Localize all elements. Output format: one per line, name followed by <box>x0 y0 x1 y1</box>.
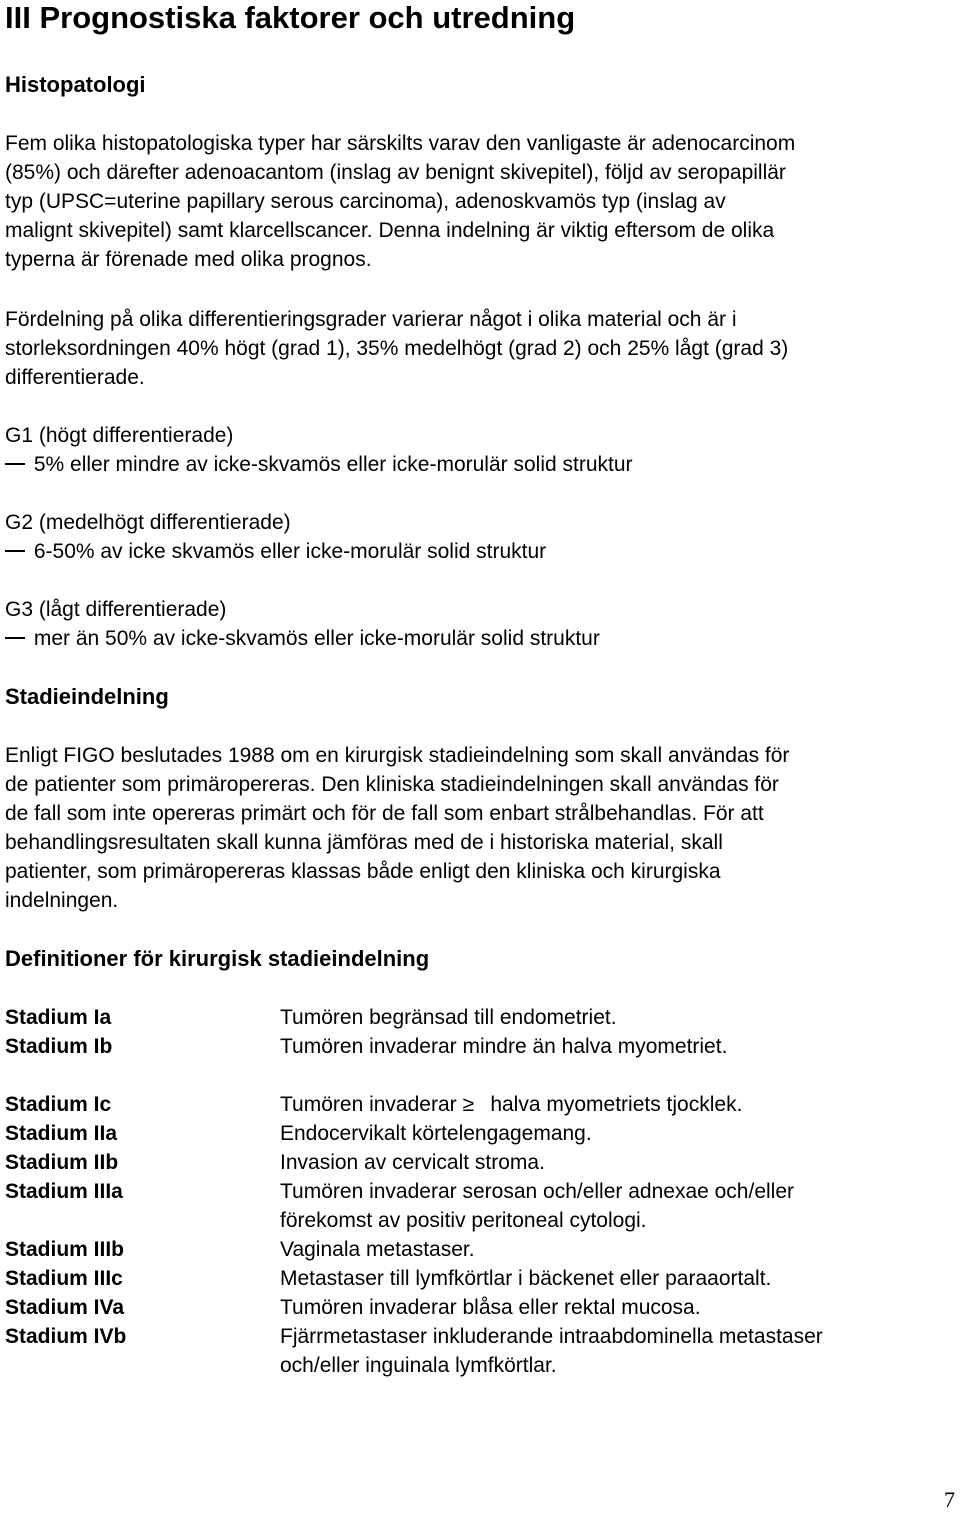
text-line: de fall som inte opereras primärt och för de fall som enbart strålbehandlas. För att <box>5 802 764 825</box>
page-number: 7 <box>944 1487 955 1512</box>
grade-g1-description <box>5 450 633 479</box>
stage-iia-description: Endocervikalt körtelengagemang. <box>280 1122 592 1145</box>
page-title: III Prognostiska faktorer och utredning <box>5 0 576 35</box>
stage-ic-text-suffix: halva myometriets tjocklek. <box>490 1093 743 1116</box>
paragraph-differentiation <box>5 305 788 392</box>
grade-g3-description <box>5 624 600 653</box>
grade-g1-text: 5% eller mindre av icke-skvamös eller icke-morulär solid struktur <box>33 453 633 476</box>
stage-iiia-description: Tumören invaderar serosan och/eller adnexae och/eller <box>280 1180 795 1203</box>
grade-g3-title: G3 (lågt differentierade) <box>5 598 227 621</box>
text-line: indelningen. <box>5 889 119 912</box>
text-line: Fem olika histopatologiska typer har särskilts varav den vanligaste är adenocarcinom <box>5 132 796 155</box>
grade-g3-text: mer än 50% av icke-skvamös eller icke-morulär solid struktur <box>33 627 600 650</box>
stage-ia-label: Stadium Ia <box>5 1006 112 1029</box>
paragraph-stadieindelning <box>5 741 789 915</box>
stage-iiib-label: Stadium IIIb <box>5 1238 125 1261</box>
stage-iia-label: Stadium IIa <box>5 1122 118 1145</box>
heading-definitioner: Definitioner för kirurgisk stadieindelning <box>5 946 430 971</box>
text-line: typ (UPSC=uterine papillary serous carcinoma), adenoskvamös typ (inslag av <box>5 190 726 213</box>
stage-ivb-description: Fjärrmetastaser inkluderande intraabdominella metastaser <box>280 1325 823 1348</box>
stage-iva-label: Stadium IVa <box>5 1296 125 1319</box>
text-line: de patienter som primäropereras. Den kliniska stadieindelningen skall användas för <box>5 773 779 796</box>
text-line: malignt skivepitel) samt klarcellscancer. Denna indelning är viktig eftersom de olika <box>5 219 775 242</box>
text-line: storleksordningen 40% högt (grad 1), 35% medelhögt (grad 2) och 25% lågt (grad 3) <box>5 337 789 360</box>
stage-ib-description: Tumören invaderar mindre än halva myometriet. <box>280 1035 728 1058</box>
heading-stadieindelning: Stadieindelning <box>5 684 169 709</box>
heading-histopatologi: Histopatologi <box>5 72 146 97</box>
stage-ic-text-prefix: Tumören invaderar <box>280 1093 457 1116</box>
dash-icon <box>5 550 25 552</box>
stage-iiia-label: Stadium IIIa <box>5 1180 123 1203</box>
stage-iiib-description: Vaginala metastaser. <box>280 1238 475 1261</box>
text-line: typerna är förenade med olika prognos. <box>5 248 372 271</box>
text-line: (85%) och därefter adenoacantom (inslag av benignt skivepitel), följd av seropapillär <box>5 161 786 184</box>
stage-ivb-description-cont: och/eller inguinala lymfkörtlar. <box>280 1354 557 1377</box>
text-line: Fördelning på olika differentieringsgrader varierar något i olika material och är i <box>5 308 737 331</box>
stage-iiic-label: Stadium IIIc <box>5 1267 123 1290</box>
grade-g1-title: G1 (högt differentierade) <box>5 424 234 447</box>
stage-iiia-description-cont: förekomst av positiv peritoneal cytologi. <box>280 1209 647 1232</box>
grade-g2-title: G2 (medelhögt differentierade) <box>5 511 291 534</box>
stage-ib-label: Stadium Ib <box>5 1035 113 1058</box>
dash-icon <box>5 637 25 639</box>
stage-ivb-label: Stadium IVb <box>5 1325 127 1348</box>
stage-ic-label: Stadium Ic <box>5 1093 112 1116</box>
text-line: patienter, som primäropereras klassas både enligt den kliniska och kirurgiska <box>5 860 721 883</box>
grade-g2-description <box>5 537 546 566</box>
text-line: differentierade. <box>5 366 145 389</box>
stage-iib-label: Stadium IIb <box>5 1151 119 1174</box>
stage-ic-description <box>280 1090 742 1119</box>
stage-iiic-description: Metastaser till lymfkörtlar i bäckenet eller paraaortalt. <box>280 1267 772 1290</box>
stage-ia-description: Tumören begränsad till endometriet. <box>280 1006 617 1029</box>
dash-icon <box>5 463 25 465</box>
paragraph-histopatologi-types <box>5 129 795 274</box>
stage-iva-description: Tumören invaderar blåsa eller rektal mucosa. <box>280 1296 701 1319</box>
stage-iib-description: Invasion av cervicalt stroma. <box>280 1151 545 1174</box>
text-line: Enligt FIGO beslutades 1988 om en kirurgisk stadieindelning som skall användas för <box>5 744 790 767</box>
grade-g2-text: 6-50% av icke skvamös eller icke-morulär solid struktur <box>33 540 547 563</box>
greater-equal-icon: ≥ <box>462 1093 475 1116</box>
text-line: behandlingsresultaten skall kunna jämföras med de i historiska material, skall <box>5 831 723 854</box>
